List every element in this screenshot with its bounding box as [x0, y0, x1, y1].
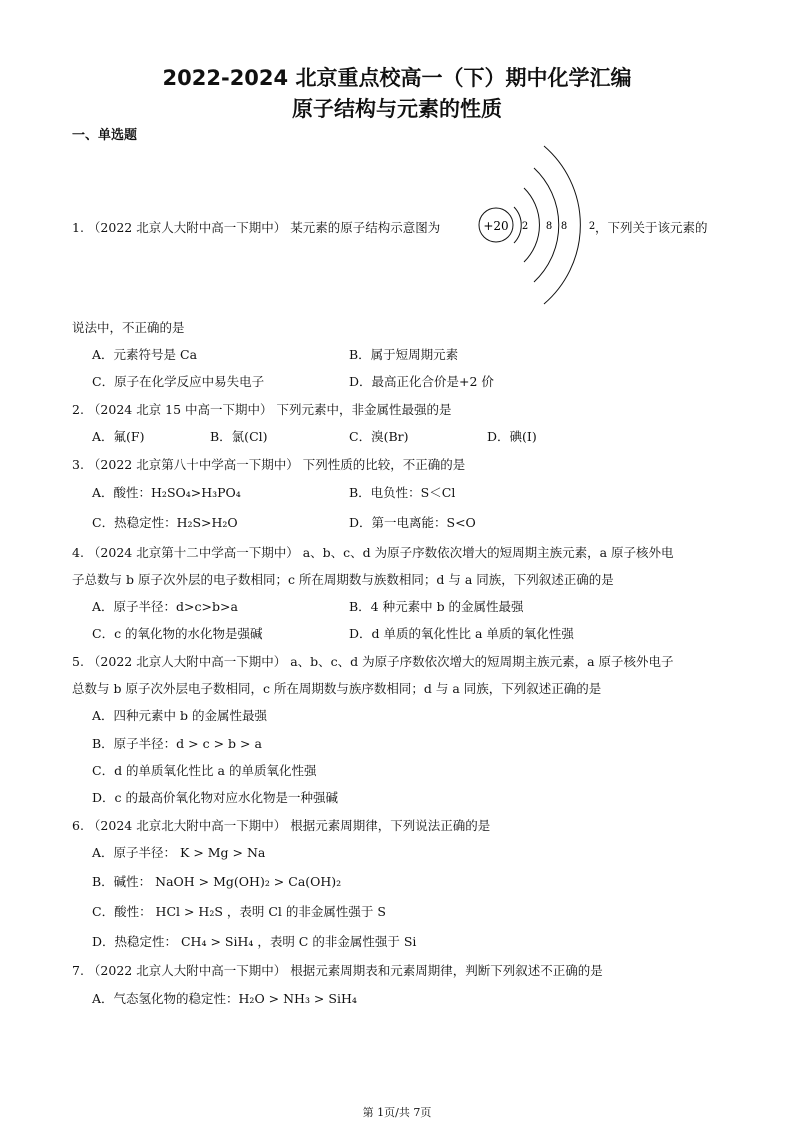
shell-1-count: 2: [521, 221, 529, 232]
question-7-stem: [72, 961, 603, 979]
option-b: B．电负性：S＜Cl: [349, 485, 456, 500]
question-6-stem: [72, 816, 490, 834]
question-text: 某元素的原子结构示意图为: [290, 220, 441, 235]
option-c: C．d 的单质氧化性比 a 的单质氧化性强: [92, 763, 317, 778]
question-1-stem: [72, 218, 440, 236]
question-text: 下列元素中，非金属性最强的是: [276, 402, 452, 417]
question-1-stem-line2: 说法中，不正确的是: [72, 320, 185, 335]
option-b: B．属于短周期元素: [349, 347, 459, 362]
question-number: 5.: [72, 654, 84, 669]
question-3-stem: [72, 455, 465, 473]
option-d: D．最高正化合价是+2 价: [349, 374, 494, 389]
question-4-stem: [72, 543, 674, 561]
option-a: A．原子半径：d>c>b>a: [92, 599, 238, 614]
question-5-stem: [72, 652, 674, 670]
document-subtitle: 原子结构与元素的性质: [292, 97, 502, 121]
option-c: C．原子在化学反应中易失电子: [92, 374, 265, 389]
question-source: （2022 北京第八十中学高一下期中）: [87, 457, 299, 472]
option-c: C．溴(Br): [349, 429, 409, 444]
atom-structure-diagram: [470, 140, 600, 310]
option-a: A．气态氢化物的稳定性：H₂O > NH₃ > SiH₄: [92, 991, 357, 1006]
question-number: 7.: [72, 963, 84, 978]
option-c: C．热稳定性：H₂S>H₂O: [92, 515, 238, 530]
question-number: 3.: [72, 457, 84, 472]
option-b: B．碱性： NaOH > Mg(OH)₂ > Ca(OH)₂: [92, 874, 342, 889]
document-title: 2022-2024 北京重点校高一（下）期中化学汇编: [162, 66, 632, 90]
question-source: （2024 北京北大附中高一下期中）: [87, 818, 287, 833]
question-number: 6.: [72, 818, 84, 833]
question-number: 4.: [72, 545, 84, 560]
option-a: A．酸性：H₂SO₄>H₃PO₄: [92, 485, 241, 500]
question-text-continued: ，下列关于该元素的: [595, 220, 708, 235]
shell-2-count: 8: [545, 221, 553, 232]
option-d: D．c 的最高价氧化物对应水化物是一种强碱: [92, 790, 338, 805]
question-source: （2022 北京人大附中高一下期中）: [87, 654, 287, 669]
option-d: D．热稳定性： CH₄ > SiH₄ ，表明 C 的非金属性强于 Si: [92, 934, 417, 949]
question-text: a、b、c、d 为原子序数依次增大的短周期主族元素，a 原子核外电: [302, 545, 674, 560]
question-number: 1.: [72, 220, 84, 235]
option-d: D．d 单质的氧化性比 a 单质的氧化性强: [349, 626, 574, 641]
question-number: 2.: [72, 402, 84, 417]
question-source: （2024 北京第十二中学高一下期中）: [87, 545, 299, 560]
question-source: （2022 北京人大附中高一下期中）: [87, 220, 287, 235]
shell-4-count: 2: [588, 221, 596, 232]
option-b: B．4 种元素中 b 的金属性最强: [349, 599, 524, 614]
question-source: （2022 北京人大附中高一下期中）: [87, 963, 287, 978]
question-4-stem-line2: 子总数与 b 原子次外层的电子数相同；c 所在周期数与族数相同；d 与 a 同族，下列叙述正确的是: [72, 572, 614, 587]
question-source: （2024 北京 15 中高一下期中）: [87, 402, 273, 417]
option-d: D．碘(I): [487, 429, 537, 444]
option-c: C．酸性： HCl > H₂S ，表明 Cl 的非金属性强于 S: [92, 904, 386, 919]
page-footer: 第 1页/共 7页: [362, 1106, 432, 1119]
question-text: 根据元素周期表和元素周期律，判断下列叙述不正确的是: [290, 963, 603, 978]
option-a: A．元素符号是 Ca: [92, 347, 198, 362]
option-a: A．四种元素中 b 的金属性最强: [92, 708, 267, 723]
option-b: B．氯(Cl): [210, 429, 268, 444]
question-text: a、b、c、d 为原子序数依次增大的短周期主族元素，a 原子核外电子: [290, 654, 674, 669]
electron-shell-1: [514, 207, 521, 243]
question-2-stem: [72, 400, 452, 418]
option-a: A．原子半径： K > Mg > Na: [92, 845, 266, 860]
option-b: B．原子半径：d > c > b > a: [92, 736, 262, 751]
section-heading: 一、单选题: [72, 128, 138, 143]
nucleus-charge: +20: [483, 219, 509, 233]
option-a: A．氟(F): [92, 429, 145, 444]
question-text: 根据元素周期律，下列说法正确的是: [290, 818, 491, 833]
question-5-stem-line2: 总数与 b 原子次外层电子数相同，c 所在周期数与族序数相同；d 与 a 同族，下列叙述正确的是: [72, 681, 602, 696]
shell-3-count: 8: [560, 221, 568, 232]
question-text: 下列性质的比较，不正确的是: [302, 457, 466, 472]
option-d: D．第一电离能：S<O: [349, 515, 476, 530]
option-c: C．c 的氧化物的水化物是强碱: [92, 626, 263, 641]
